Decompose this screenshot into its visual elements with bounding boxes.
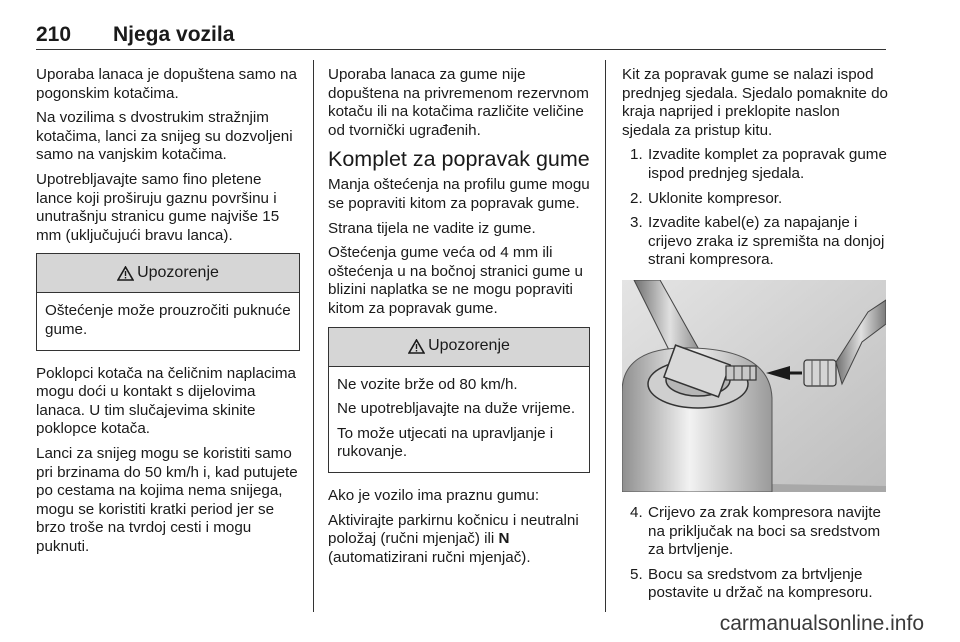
paragraph: Ako je vozilo ima praznu gumu: <box>328 486 540 504</box>
warning-title: Upozorenje <box>428 337 510 355</box>
column-separator <box>605 60 606 612</box>
warning-triangle-icon <box>117 266 134 281</box>
paragraph <box>328 512 590 568</box>
list-item <box>622 566 888 603</box>
column-separator <box>313 60 314 612</box>
warning-header <box>329 328 589 367</box>
paragraph: Oštećenja gume veća od 4 mm ili oštećenja u na bočnoj stranici gume u blizini naplatka se ne mogu popraviti kitom za popravak gume. <box>328 244 583 317</box>
step-number: 2. <box>630 189 643 207</box>
step-text: Uklonite kompresor. <box>648 189 783 207</box>
step-text: Crijevo za zrak kompresora navijte na priključak na boci sa sredstvom za brtvljenje. <box>648 503 881 559</box>
gear-position-label: N <box>498 530 510 548</box>
list-item <box>622 190 888 209</box>
warning-line: Ne upotrebljavajte na duže vrijeme. <box>337 400 576 418</box>
warning-line: Ne vozite brže od 80 km/h. <box>337 375 518 393</box>
list-item <box>622 146 888 183</box>
step-text: Bocu sa sredstvom za brtvljenje postavite u držač na kompresoru. <box>648 565 873 602</box>
step-text: Izvadite komplet za popravak gume ispod prednjeg sjedala. <box>648 146 887 182</box>
step-number: 5. <box>630 565 643 583</box>
paragraph: Kit za popravak gume se nalazi ispod prednjeg sjedala. Sjedalo pomaknite do kraja naprijed i preklopite naslon sjedala za pristup kitu. <box>622 66 888 139</box>
paragraph: Strana tijela ne vadite iz gume. <box>328 219 536 237</box>
watermark-link[interactable]: carmanualsonline.info <box>719 612 924 635</box>
list-item <box>622 214 888 270</box>
paragraph: Manja oštećenja na profilu gume mogu se popraviti kitom za popravak gume. <box>328 176 590 212</box>
paragraph: Na vozilima s dvostrukim stražnjim kotačima, lanci za snijeg su dozvoljeni samo na vanjskim kotačima. <box>36 109 293 164</box>
step-number: 1. <box>630 146 643 164</box>
warning-text: Oštećenje može prouzročiti puknuće gume. <box>45 302 291 338</box>
page-header <box>36 0 886 52</box>
warning-header <box>37 254 299 293</box>
column-2 <box>328 66 590 573</box>
compressor-hose-illustration <box>622 280 886 492</box>
header-rule <box>36 49 886 50</box>
text-run: (automatizirani ručni mjenjač). <box>328 548 531 566</box>
step-text: Izvadite kabel(e) za napajanje i crijevo zraka iz spremišta na donjoj strani kompresora. <box>648 214 885 269</box>
paragraph: Uporaba lanaca za gume nije dopuštena na privremenom rezervnom kotaču ili na kotačima različite veličine od tvornički ugrađenih. <box>328 66 589 139</box>
steps-list <box>622 504 888 603</box>
page-title: Njega vozila <box>113 23 235 46</box>
list-item <box>622 504 888 560</box>
illustration-graphic <box>622 280 886 492</box>
text-run: Aktivirajte parkirnu kočnicu i neutralni položaj (ručni mjenjač) ili <box>328 511 579 548</box>
paragraph: Uporaba lanaca je dopuštena samo na pogonskim kotačima. <box>36 66 297 102</box>
step-number: 3. <box>630 214 643 232</box>
section-heading: Komplet za popravak gume <box>328 147 590 172</box>
paragraph: Poklopci kotača na čeličnim naplacima mogu doći u kontakt s dijelovima lanaca. U tim slučajevima skinite poklopce kotača. <box>36 364 297 438</box>
warning-box <box>36 253 300 350</box>
warning-line: To može utjecati na upravljanje i rukovanje. <box>337 424 554 461</box>
warning-title: Upozorenje <box>137 264 219 282</box>
paragraph: Upotrebljavajte samo fino pletene lance koji proširuju gaznu površinu i unutrašnju stranicu gume najviše 15 mm (uključujući bravu lanca). <box>36 170 280 244</box>
paragraph: Lanci za snijeg mogu se koristiti samo pri brzinama do 50 km/h i, kad putujete po cestama na kojima nema snijega, mogu se koristiti kratki period jer se brzo troše na tvrdoj cesti i mogu puknuti. <box>36 444 298 555</box>
column-1 <box>36 66 300 562</box>
step-number: 4. <box>630 503 643 521</box>
warning-triangle-icon <box>408 339 425 354</box>
steps-list <box>622 146 888 270</box>
warning-box <box>328 327 590 473</box>
column-3 <box>622 66 888 609</box>
page-number: 210 <box>36 23 72 46</box>
